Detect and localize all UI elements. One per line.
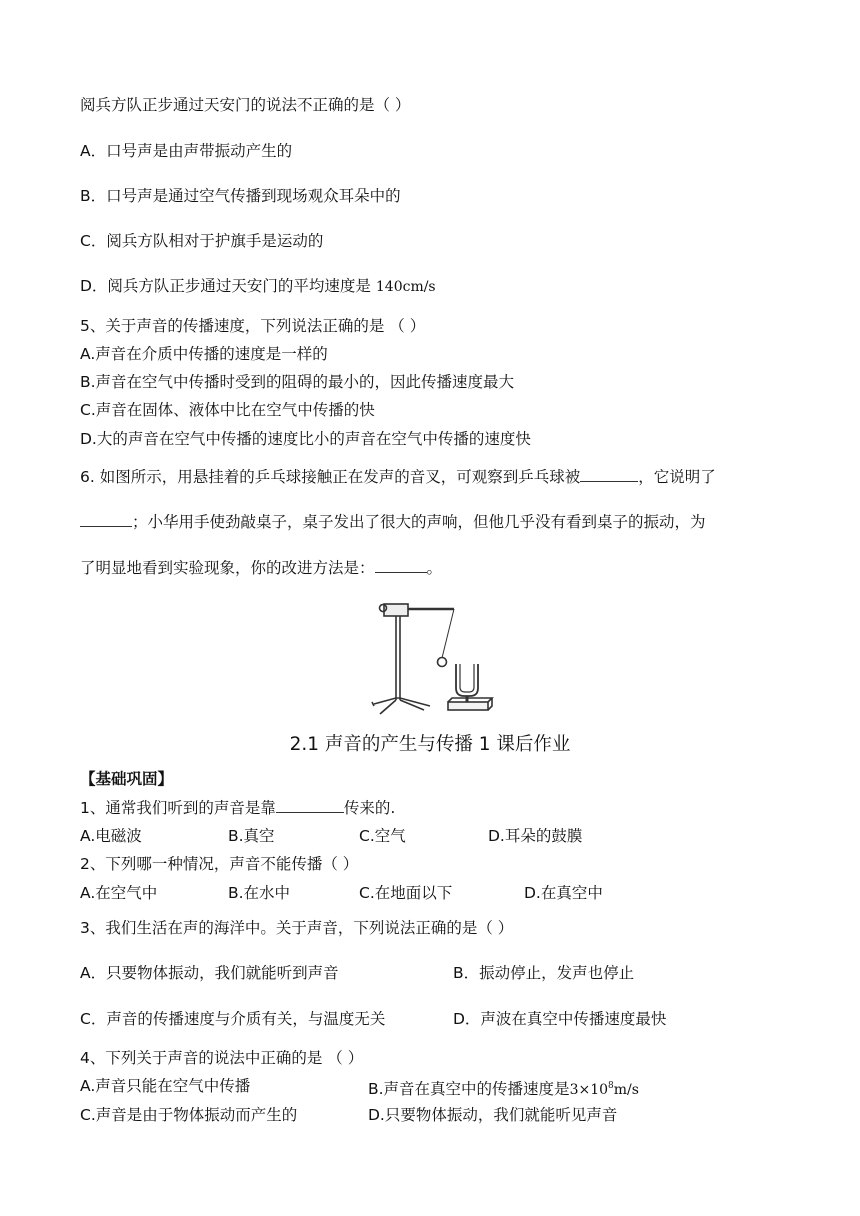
hq3-option-a: A．只要物体振动，我们就能听到声音 <box>80 964 339 982</box>
speed-exponent: 8 <box>608 1081 614 1091</box>
hq1-text: 1、通常我们听到的声音是靠 <box>80 799 276 817</box>
hq4-option-b <box>368 1075 639 1101</box>
q6-line-3 <box>80 556 442 579</box>
hq3-stem: 3、我们生活在声的海洋中。关于声音，下列说法正确的是（ ） <box>80 919 514 937</box>
q6-line-1 <box>80 465 716 488</box>
answer-blank[interactable] <box>80 510 132 527</box>
q6-text-1: 6. 如图所示，用悬挂着的乒乓球接触正在发声的音叉，可观察到乒乓球被 <box>80 468 581 486</box>
option-d-value: 140cm/s <box>375 279 436 295</box>
option-d-text: D．阅兵方队正步通过天安门的平均速度是 <box>80 277 371 295</box>
hq1-option-c: C.空气 <box>359 827 406 845</box>
q5-stem: 5、关于声音的传播速度，下列说法正确的是 （ ） <box>80 317 426 335</box>
answer-blank[interactable] <box>375 556 427 573</box>
q6-line-2 <box>80 510 706 533</box>
tuning-fork-figure <box>366 596 496 716</box>
speed-value: 3×10 <box>569 1082 609 1099</box>
q5-option-d: D.大的声音在空气中传播的速度比小的声音在空气中传播的速度快 <box>80 430 531 448</box>
section-heading: 【基础巩固】 <box>80 770 174 788</box>
hq4-option-b-text: B.声音在真空中的传播速度是 <box>368 1080 570 1099</box>
answer-blank[interactable] <box>276 796 344 813</box>
q6-text-1b: ，它说明了 <box>638 468 716 486</box>
q5-option-b: B.声音在空气中传播时受到的阻碍的最小的，因此传播速度最大 <box>80 373 515 391</box>
hq1-text-b: 传来的. <box>343 799 396 817</box>
option-b: B．口号声是通过空气传播到现场观众耳朵中的 <box>80 187 401 205</box>
q5-option-a: A.声音在介质中传播的速度是一样的 <box>80 345 328 363</box>
hq2-option-c: C.在地面以下 <box>359 884 453 902</box>
speed-unit: m/s <box>613 1082 639 1099</box>
q6-text-3b: 。 <box>426 559 443 577</box>
hq2-stem: 2、下列哪一种情况，声音不能传播（ ） <box>80 855 359 873</box>
hq4-option-a: A.声音只能在空气中传播 <box>80 1077 251 1095</box>
q6-text-2: ；小华用手使劲敲桌子，桌子发出了很大的声响，但他几乎没有看到桌子的振动，为 <box>132 513 706 531</box>
hq4-option-c: C.声音是由于物体振动而产生的 <box>80 1106 298 1124</box>
option-c: C．阅兵方队相对于护旗手是运动的 <box>80 232 324 250</box>
q5-option-c: C.声音在固体、液体中比在空气中传播的快 <box>80 401 375 419</box>
hq2-option-a: A.在空气中 <box>80 884 158 902</box>
hq3-option-b: B．振动停止，发声也停止 <box>453 964 635 982</box>
hq1-option-a: A.电磁波 <box>80 827 142 845</box>
hq2-option-b: B.在水中 <box>228 884 291 902</box>
hq2-option-d: D.在真空中 <box>524 884 603 902</box>
option-a: A．口号声是由声带振动产生的 <box>80 142 293 160</box>
option-d <box>80 275 436 298</box>
hq3-option-d: D．声波在真空中传播速度最快 <box>453 1010 667 1028</box>
question-stem: 阅兵方队正步通过天安门的说法不正确的是（ ） <box>80 96 411 114</box>
hq4-stem: 4、下列关于声音的说法中正确的是 （ ） <box>80 1049 364 1067</box>
hq1-option-d: D.耳朵的鼓膜 <box>488 827 583 845</box>
answer-blank[interactable] <box>580 465 638 482</box>
q6-text-3: 了明显地看到实验现象，你的改进方法是： <box>80 559 375 577</box>
hq1-option-b: B.真空 <box>228 827 275 845</box>
homework-title: 2.1 声音的产生与传播 1 课后作业 <box>289 734 571 755</box>
hq1-stem <box>80 796 395 819</box>
hq4-option-d: D.只要物体振动，我们就能听见声音 <box>368 1106 618 1124</box>
hq3-option-c: C．声音的传播速度与介质有关，与温度无关 <box>80 1010 386 1028</box>
